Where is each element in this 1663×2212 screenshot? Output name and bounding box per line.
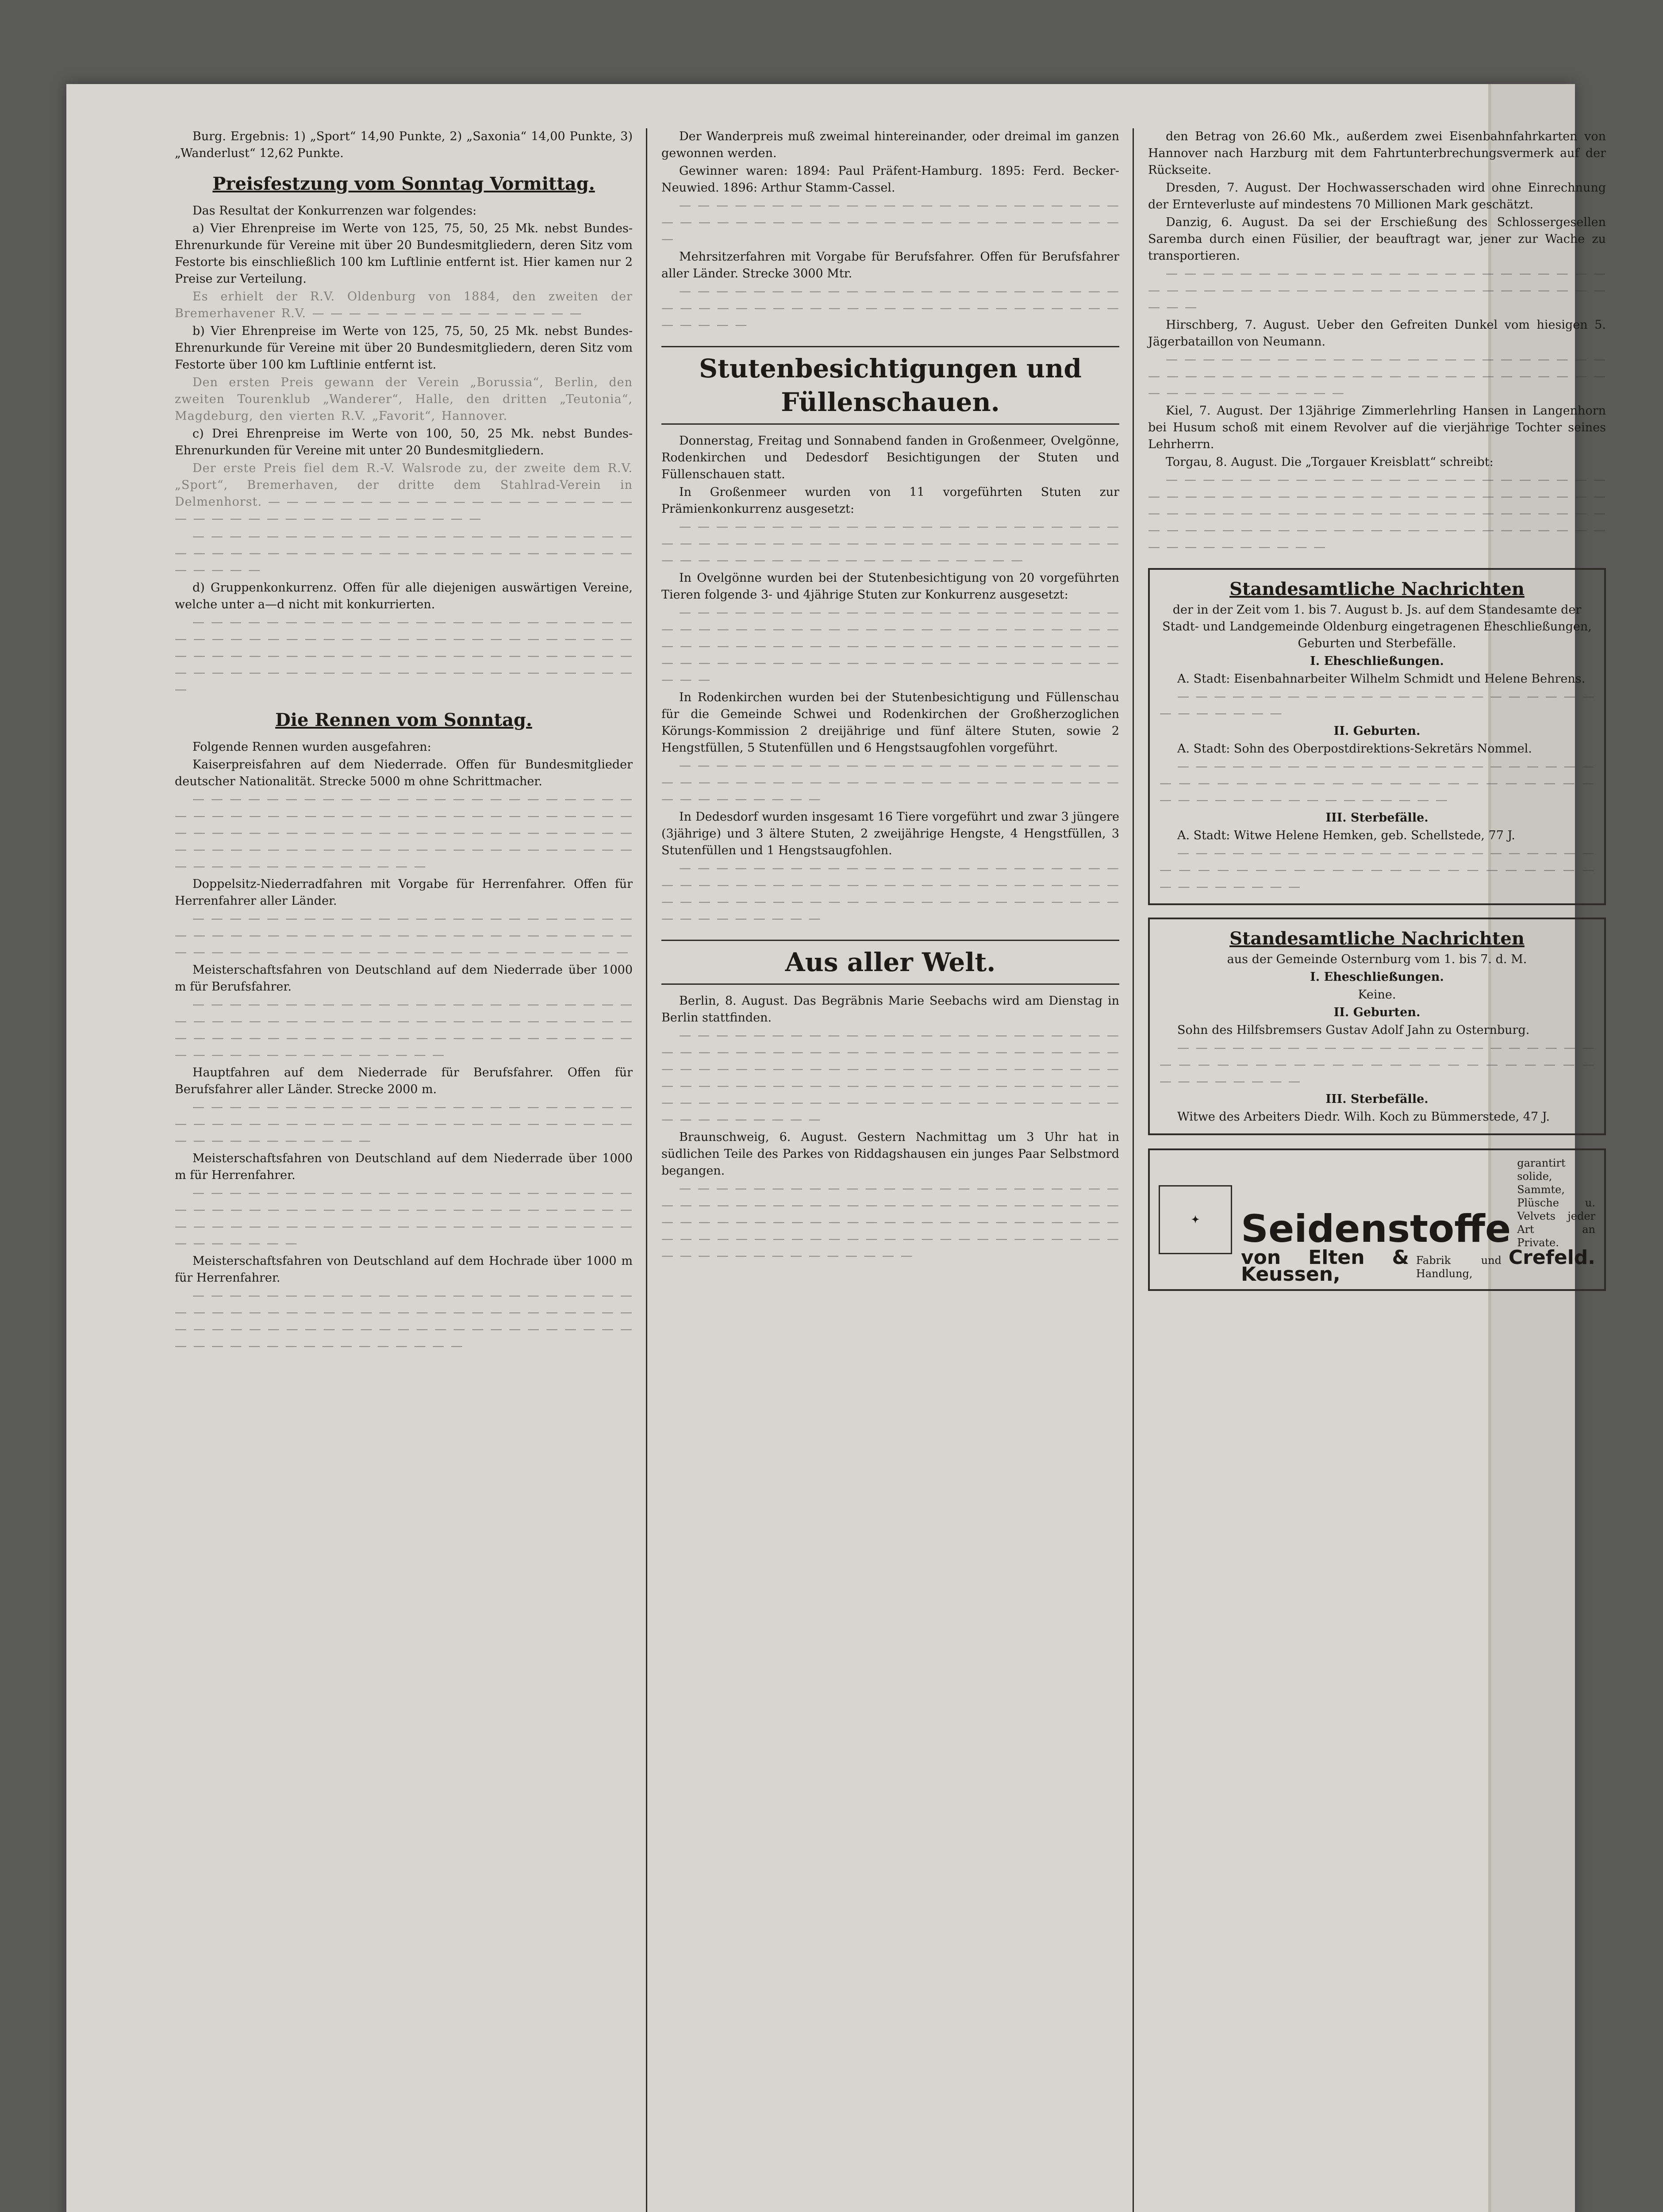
paragraph: Dresden, 7. August. Der Hochwasserschaden wird ohne Einrechnung der Ernteverluste auf mindestens 70 Millionen Mark geschätzt. — [1148, 181, 1606, 211]
entry: A. Stadt: Witwe Helene Hemken, geb. Schellstede, 77 J. — [1177, 829, 1515, 842]
paragraph: Hauptfahren auf dem Niederrade für Berufsfahrer. Offen für Berufsfahrer aller Länder. Strecke 2000 m. — [175, 1066, 633, 1096]
section-heading: III. Sterbefälle. — [1325, 1092, 1429, 1106]
intro-text: Burg. Ergebnis: 1) „Sport“ 14,90 Punkte, 2) „Saxonia“ 14,00 Punkte, 3) „Wanderlust“ 12,62 Punkte. — [175, 130, 633, 160]
paragraph: Hirschberg, 7. August. Ueber den Gefreiten Dunkel vom hiesigen 5. Jägerbataillon von Neumann. — [1148, 318, 1606, 349]
seidenstoffe-advertisement — [1148, 1148, 1606, 1291]
box-subtitle: der in der Zeit vom 1. bis 7. August b. Js. auf dem Standesamte der Stadt- und Landgemeinde Oldenburg eingetragenen Eheschließungen, Geburten und Sterbefälle. — [1162, 603, 1592, 650]
paragraph: a) Vier Ehrenpreise im Werte von 125, 75, 50, 25 Mk. nebst Bundes-Ehrenurkunde für Vereine mit über 20 Bundesmitgliedern, deren Sitz vom Festorte bis einschließlich 100 km Luftlinie entfernt ist. Hier kamen nur 2 Preise zur Verteilung. — [175, 222, 633, 286]
paragraph: Das Resultat der Konkurrenzen war folgendes: — [192, 204, 477, 218]
paragraph: Danzig, 6. August. Da sei der Erschießung des Schlossergesellen Saremba durch einen Füsilier, der beauftragt war, jener zur Wache zu transportieren. — [1148, 215, 1606, 263]
standesamt-oldenburg-box: Standesamtliche Nachrichten der in der Zeit vom 1. bis 7. August b. Js. auf dem Standesamte der Stadt- und Landgemeinde Oldenburg eingetragenen Eheschließungen, Geburten und Sterbefälle. I. Eheschließungen. A. Stadt: Eisenbahnarbeiter Wilhelm Schmidt und Helene Behrens. — — — — — — — — — — — — — — — — — — — — — — — — — — — — — — II. Geburten. A. Stadt: Sohn des Oberpostdirektions-Sekretärs Nommel. — — — — — — — — — — — — — — — — — — — — — — — — — — — — — — — — — — — — — — — — — — — — — — — — — — — — — — — — — — — — — — III. Sterbefälle. A. Stadt: Witwe Helene Hemken, geb. Schellstede, 77 J. — — — — — — — — — — — — — — — — — — — — — — — — — — — — — — — — — — — — — — — — — — — — — — — — — — — — — — — [1148, 568, 1606, 905]
entry: Keine. — [1358, 988, 1396, 1002]
paragraph: c) Drei Ehrenpreise im Werte von 100, 50, 25 Mk. nebst Bundes-Ehrenurkunden für Vereine mit unter 20 Bundesmitgliedern. — [175, 427, 633, 457]
ad-city: Crefeld. — [1508, 1246, 1595, 1269]
heading-rennen: Die Rennen vom Sonntag. — [275, 710, 532, 730]
ad-firm: von Elten & Keussen, — [1241, 1246, 1409, 1286]
paragraph: Meisterschaftsfahren von Deutschland auf dem Hochrade über 1000 m für Herrenfahrer. — [175, 1254, 633, 1285]
column-1: Burg. Ergebnis: 1) „Sport“ 14,90 Punkte, 2) „Saxonia“ 14,00 Punkte, 3) „Wanderlust“ 12,62 Punkte. Preisfestzung vom Sonntag Vormittag. Das Resultat der Konkurrenzen war folgendes: a) Vier Ehrenpreise im Werte von 125, 75, 50, 25 Mk. nebst Bundes-Ehrenurkunde für Vereine mit über 20 Bundesmitgliedern, deren Sitz vom Festorte bis einschließlich 100 km Luftlinie entfernt ist. Hier kamen nur 2 Preise zur Verteilung. Es erhielt der R.V. Oldenburg von 1884, den zweiten der Bremerhavener R.V. — — — — — — — — — — — — — — — b) Vier Ehrenpreise im Werte von 125, 75, 50, 25 Mk. nebst Bundes-Ehrenurkunde für Vereine mit über 20 Bundesmitgliedern, deren Sitz vom Festorte über 100 km Luftlinie entfernt ist. Den ersten Preis gewann der Verein „Borussia“, Berlin, den zweiten Tourenklub „Wanderer“, Halle, den dritten „Teutonia“, Magdeburg, den vierten R.V. „Favorit“, Hannover. c) Drei Ehrenpreise im Werte von 100, 50, 25 Mk. nebst Bundes-Ehrenurkunden für Vereine mit unter 20 Bundesmitgliedern. Der erste Preis fiel dem R.-V. Walsrode zu, der zweite dem R.V. „Sport“, Bremerhaven, der dritte dem Stahlrad-Verein in Delmenhorst. — — — — — — — — — — — — — — — — — — — — — — — — — — — — — — — — — — — — — — — — — — — — — — — — — — — — — — — — — — — — — — — — — — — — — — — — — — — — — — — — — — — — — — — — — — — d) Gruppenkonkurrenz. Offen für alle diejenigen auswärtigen Vereine, welche unter a—d nicht mit konkurrierten. — — — — — — — — — — — — — — — — — — — — — — — — — — — — — — — — — — — — — — — — — — — — — — — — — — — — — — — — — — — — — — — — — — — — — — — — — — — — — — — — — — — — — — — — — — — — — — — — — — — — Die Rennen vom Sonntag. Folgende Rennen wurden ausgefahren: Kaiserpreisfahren auf dem Niederrade. Offen für Bundesmitglieder deutscher Nationalität. Strecke 5000 m ohne Schrittmacher. — — — — — — — — — — — — — — — — — — — — — — — — — — — — — — — — — — — — — — — — — — — — — — — — — — — — — — — — — — — — — — — — — — — — — — — — — — — — — — — — — — — — — — — — — — — — — — — — — — — — — — — — — — — — — — — — — Doppelsitz-Niederradfahren mit Vorgabe für Herrenfahrer. Offen für Herrenfahrer aller Länder. — — — — — — — — — — — — — — — — — — — — — — — — — — — — — — — — — — — — — — — — — — — — — — — — — — — — — — — — — — — — — — — — — — — — — — — — — — Meisterschaftsfahren von Deutschland auf dem Niederrade über 1000 m für Berufsfahrer. — — — — — — — — — — — — — — — — — — — — — — — — — — — — — — — — — — — — — — — — — — — — — — — — — — — — — — — — — — — — — — — — — — — — — — — — — — — — — — — — — — — — — — — — — Hauptfahren auf dem Niederrade für Berufsfahrer. Offen für Berufsfahrer aller Länder. Strecke 2000 m. — — — — — — — — — — — — — — — — — — — — — — — — — — — — — — — — — — — — — — — — — — — — — — — — — — — — — — — — — — — — Meisterschaftsfahren von Deutschland auf dem Niederrade über 1000 m für Herrenfahrer. — — — — — — — — — — — — — — — — — — — — — — — — — — — — — — — — — — — — — — — — — — — — — — — — — — — — — — — — — — — — — — — — — — — — — — — — — — — — — — — — — Meisterschaftsfahren von Deutschland auf dem Hochrade über 1000 m für Herrenfahrer. — — — — — — — — — — — — — — — — — — — — — — — — — — — — — — — — — — — — — — — — — — — — — — — — — — — — — — — — — — — — — — — — — — — — — — — — — — — — — — — — — — — — — — — — — — — [175, 128, 633, 1356]
entry: Witwe des Arbeiters Diedr. Wilh. Koch zu Bümmerstede, 47 J. — [1177, 1110, 1550, 1124]
ad-tagline: garantirt solide, Sammte, Plüsche u. Velvets jeder Art an Private. — [1517, 1157, 1595, 1249]
paragraph: Torgau, 8. August. Die „Torgauer Kreisblatt“ schreibt: — [1166, 455, 1494, 469]
company-emblem-icon: ✦ — [1159, 1185, 1232, 1254]
paragraph: In Ovelgönne wurden bei der Stutenbesichtigung von 20 vorgeführten Tieren folgende 3- und 4jährige Stuten zur Konkurrenz ausgesetzt: — [661, 571, 1119, 602]
section-heading: III. Sterbefälle. — [1325, 811, 1429, 825]
entry: A. Stadt: Eisenbahnarbeiter Wilhelm Schmidt und Helene Behrens. — [1177, 672, 1586, 686]
ad-firm-type: Fabrik und Handlung, — [1416, 1254, 1502, 1280]
paragraph: Kaiserpreisfahren auf dem Niederrade. Offen für Bundesmitglieder deutscher Nationalität. Strecke 5000 m ohne Schrittmacher. — [175, 758, 633, 788]
paragraph: Gewinner waren: 1894: Paul Präfent-Hamburg. 1895: Ferd. Becker-Neuwied. 1896: Arthur Stamm-Cassel. — [661, 164, 1119, 195]
section-heading: I. Eheschließungen. — [1310, 970, 1444, 984]
paragraph: Braunschweig, 6. August. Gestern Nachmittag um 3 Uhr hat in südlichen Teile des Parkes von Riddagshausen ein junges Paar Selbstmord begangen. — [661, 1130, 1119, 1178]
column-rule — [1133, 128, 1134, 2212]
box-subtitle: aus der Gemeinde Osternburg vom 1. bis 7. d. M. — [1227, 952, 1527, 966]
box-title: Standesamtliche Nachrichten — [1229, 579, 1525, 599]
paragraph: Doppelsitz-Niederradfahren mit Vorgabe für Herrenfahrer. Offen für Herrenfahrer aller Länder. — [175, 877, 633, 908]
paragraph: d) Gruppenkonkurrenz. Offen für alle diejenigen auswärtigen Vereine, welche unter a—d nicht mit konkurrierten. — [175, 581, 633, 611]
standesamt-osternburg-box: Standesamtliche Nachrichten aus der Gemeinde Osternburg vom 1. bis 7. d. M. I. Eheschließungen. Keine. II. Geburten. Sohn des Hilfsbremsers Gustav Adolf Jahn zu Osternburg. — — — — — — — — — — — — — — — — — — — — — — — — — — — — — — — — — — — — — — — — — — — — — — — — — — — — — — III. Sterbefälle. Witwe des Arbeiters Diedr. Wilh. Koch zu Bümmerstede, 47 J. — [1148, 918, 1606, 1135]
paragraph: Meisterschaftsfahren von Deutschland auf dem Niederrade über 1000 m für Berufsfahrer. — [175, 963, 633, 994]
entry: A. Stadt: Sohn des Oberpostdirektions-Sekretärs Nommel. — [1177, 742, 1532, 756]
section-heading: I. Eheschließungen. — [1310, 654, 1444, 668]
paragraph: Mehrsitzerfahren mit Vorgabe für Berufsfahrer. Offen für Berufsfahrer aller Länder. Strecke 3000 Mtr. — [661, 250, 1119, 280]
column-rule — [646, 128, 647, 2212]
paragraph: In Dedesdorf wurden insgesamt 16 Tiere vorgeführt und zwar 3 jüngere (3jährige) und 3 ältere Stuten, 2 zweijährige Hengste, 4 Hengstfüllen, 3 Stutenfüllen und 1 Hengstsaugfohlen. — [661, 810, 1119, 857]
paragraph: Berlin, 8. August. Das Begräbnis Marie Seebachs wird am Dienstag in Berlin stattfinden. — [661, 994, 1119, 1025]
ad-brand: Seidenstoffe — [1241, 1207, 1511, 1251]
paragraph: In Rodenkirchen wurden bei der Stutenbesichtigung und Füllenschau für die Gemeinde Schwei und Rodenkirchen der Großherzoglichen Körungs-Kommission 2 dreijährige und fünf ältere Stuten, sowie 2 Hengstfüllen, 5 Stutenfüllen und 6 Hengstsaugfohlen vorgeführt. — [661, 691, 1119, 755]
entry: Sohn des Hilfsbremsers Gustav Adolf Jahn zu Osternburg. — [1177, 1023, 1530, 1037]
heading-preisfestzung: Preisfestzung vom Sonntag Vormittag. — [212, 173, 595, 194]
paragraph: b) Vier Ehrenpreise im Werte von 125, 75, 50, 25 Mk. nebst Bundes-Ehrenurkunde für Vereine mit über 20 Bundesmitgliedern, deren Sitz vom Festorte über 100 km Luftlinie entfernt ist. — [175, 324, 633, 372]
box-title: Standesamtliche Nachrichten — [1229, 928, 1525, 949]
section-heading: II. Geburten. — [1333, 1006, 1421, 1019]
heading-aus-aller-welt: Aus aller Welt. — [661, 940, 1119, 985]
newspaper-page — [66, 84, 1606, 2212]
paragraph: Kiel, 7. August. Der 13jährige Zimmerlehrling Hansen in Langenhorn bei Husum schoß mit einem Revolver auf die vierjährige Tochter seines Lehrherrn. — [1148, 404, 1606, 451]
column-3: den Betrag von 26.60 Mk., außerdem zwei Eisenbahnfahrkarten von Hannover nach Harzburg mit dem Fahrtunterbrechungsvermerk auf der Rückseite. Dresden, 7. August. Der Hochwasserschaden wird ohne Einrechnung der Ernteverluste auf mindestens 70 Millionen Mark geschätzt. Danzig, 6. August. Da sei der Erschießung des Schlossergesellen Saremba durch einen Füsilier, der beauftragt war, jener zur Wache zu transportieren. — — — — — — — — — — — — — — — — — — — — — — — — — — — — — — — — — — — — — — — — — — — — — — — — — — — — Hirschberg, 7. August. Ueber den Gefreiten Dunkel vom hiesigen 5. Jägerbataillon von Neumann. — — — — — — — — — — — — — — — — — — — — — — — — — — — — — — — — — — — — — — — — — — — — — — — — — — — — — — — — — — — — Kiel, 7. August. Der 13jährige Zimmerlehrling Hansen in Langenhorn bei Husum schoß mit einem Revolver auf die vierjährige Tochter seines Lehrherrn. Torgau, 8. August. Die „Torgauer Kreisblatt“ schreibt: — — — — — — — — — — — — — — — — — — — — — — — — — — — — — — — — — — — — — — — — — — — — — — — — — — — — — — — — — — — — — — — — — — — — — — — — — — — — — — — — — — — — — — — — — — — — — — — — — — — — — — — — — — — — — Standesamtliche Nachrichten der in der Zeit vom 1. bis 7. August b. Js. auf dem Standesamte der Stadt- und Landgemeinde Oldenburg eingetragenen Eheschließungen, Geburten und Sterbefälle. I. Eheschließungen. A. Stadt: Eisenbahnarbeiter Wilhelm Schmidt und Helene Behrens. — — — — — — — — — — — — — — — — — — — — — — — — — — — — — — II. Geburten. A. Stadt: Sohn des Oberpostdirektions-Sekretärs Nommel. — — — — — — — — — — — — — — — — — — — — — — — — — — — — — — — — — — — — — — — — — — — — — — — — — — — — — — — — — — — — — — III. Sterbefälle. A. Stadt: Witwe Helene Hemken, geb. Schellstede, 77 J. — — — — — — — — — — — — — — — — — — — — — — — — — — — — — — — — — — — — — — — — — — — — — — — — — — — — — — Standesamtliche Nachrichten aus der Gemeinde Osternburg vom 1. bis 7. d. M. I. Eheschließungen. Keine. II. Geburten. Sohn des Hilfsbremsers Gustav Adolf Jahn zu Osternburg. — — — — — — — — — — — — — — — — — — — — — — — — — — — — — — — — — — — — — — — — — — — — — — — — — — — — — — III. Sterbefälle. Witwe des Arbeiters Diedr. Wilh. Koch zu Bümmerstede, 47 J. ✦ Seidenstoffe garantirt solide, Sammte, Plüsche u. Velvets jeder Art an Private. von Elten & Keussen, Fabrik und Handlung, Crefeld. — [1148, 128, 1606, 1291]
paragraph: In Großenmeer wurden von 11 vorgeführten Stuten zur Prämienkonkurrenz ausgesetzt: — [661, 485, 1119, 516]
paragraph: den Betrag von 26.60 Mk., außerdem zwei Eisenbahnfahrkarten von Hannover nach Harzburg mit dem Fahrtunterbrechungsvermerk auf der Rückseite. — [1148, 130, 1606, 177]
paragraph: Folgende Rennen wurden ausgefahren: — [192, 740, 431, 754]
paragraph: Meisterschaftsfahren von Deutschland auf dem Niederrade über 1000 m für Herrenfahrer. — [175, 1152, 633, 1182]
paragraph: Donnerstag, Freitag und Sonnabend fanden in Großenmeer, Ovelgönne, Rodenkirchen und Dedesdorf Besichtigungen der Stuten und Füllenschauen statt. — [661, 434, 1119, 481]
heading-stutenbesichtigungen: Stutenbesichtigungen und Füllenschauen. — [661, 346, 1119, 425]
section-heading: II. Geburten. — [1333, 724, 1421, 738]
column-2: Der Wanderpreis muß zweimal hintereinander, oder dreimal im ganzen gewonnen werden. Gewinner waren: 1894: Paul Präfent-Hamburg. 1895: Ferd. Becker-Neuwied. 1896: Arthur Stamm-Cassel. — — — — — — — — — — — — — — — — — — — — — — — — — — — — — — — — — — — — — — — — — — — — — — — — — — Mehrsitzerfahren mit Vorgabe für Berufsfahrer. Offen für Berufsfahrer aller Länder. Strecke 3000 Mtr. — — — — — — — — — — — — — — — — — — — — — — — — — — — — — — — — — — — — — — — — — — — — — — — — — — — — — — Stutenbesichtigungen und Füllenschauen. Donnerstag, Freitag und Sonnabend fanden in Großenmeer, Ovelgönne, Rodenkirchen und Dedesdorf Besichtigungen der Stuten und Füllenschauen statt. In Großenmeer wurden von 11 vorgeführten Stuten zur Prämienkonkurrenz ausgesetzt: — — — — — — — — — — — — — — — — — — — — — — — — — — — — — — — — — — — — — — — — — — — — — — — — — — — — — — — — — — — — — — — — — — — — — In Ovelgönne wurden bei der Stutenbesichtigung von 20 vorgeführten Tieren folgende 3- und 4jährige Stuten zur Konkurrenz ausgesetzt: — — — — — — — — — — — — — — — — — — — — — — — — — — — — — — — — — — — — — — — — — — — — — — — — — — — — — — — — — — — — — — — — — — — — — — — — — — — — — — — — — — — — — — — — — — — — — — — — — — — — — — In Rodenkirchen wurden bei der Stutenbesichtigung und Füllenschau für die Gemeinde Schwei und Rodenkirchen der Großherzoglichen Körungs-Kommission 2 dreijährige und fünf ältere Stuten, sowie 2 Hengstfüllen, 5 Stutenfüllen und 6 Hengstsaugfohlen vorgeführt. — — — — — — — — — — — — — — — — — — — — — — — — — — — — — — — — — — — — — — — — — — — — — — — — — — — — — — — — — — In Dedesdorf wurden insgesamt 16 Tiere vorgeführt und zwar 3 jüngere (3jährige) und 3 ältere Stuten, 2 zweijährige Hengste, 4 Hengstfüllen, 3 Stutenfüllen und 1 Hengstsaugfohlen. — — — — — — — — — — — — — — — — — — — — — — — — — — — — — — — — — — — — — — — — — — — — — — — — — — — — — — — — — — — — — — — — — — — — — — — — — — — — — — — — — — — Aus aller Welt. Berlin, 8. August. Das Begräbnis Marie Seebachs wird am Dienstag in Berlin stattfinden. — — — — — — — — — — — — — — — — — — — — — — — — — — — — — — — — — — — — — — — — — — — — — — — — — — — — — — — — — — — — — — — — — — — — — — — — — — — — — — — — — — — — — — — — — — — — — — — — — — — — — — — — — — — — — — — — — — — — — — — — — — — — — — — — — — — — — Braunschweig, 6. August. Gestern Nachmittag um 3 Uhr hat in südlichen Teile des Parkes von Riddagshausen ein junges Paar Selbstmord begangen. — — — — — — — — — — — — — — — — — — — — — — — — — — — — — — — — — — — — — — — — — — — — — — — — — — — — — — — — — — — — — — — — — — — — — — — — — — — — — — — — — — — — — — — — — — — — — — — — — — — — — — — — — — — — — — — — — — [661, 128, 1119, 1265]
paragraph: Der Wanderpreis muß zweimal hintereinander, oder dreimal im ganzen gewonnen werden. — [661, 130, 1119, 160]
